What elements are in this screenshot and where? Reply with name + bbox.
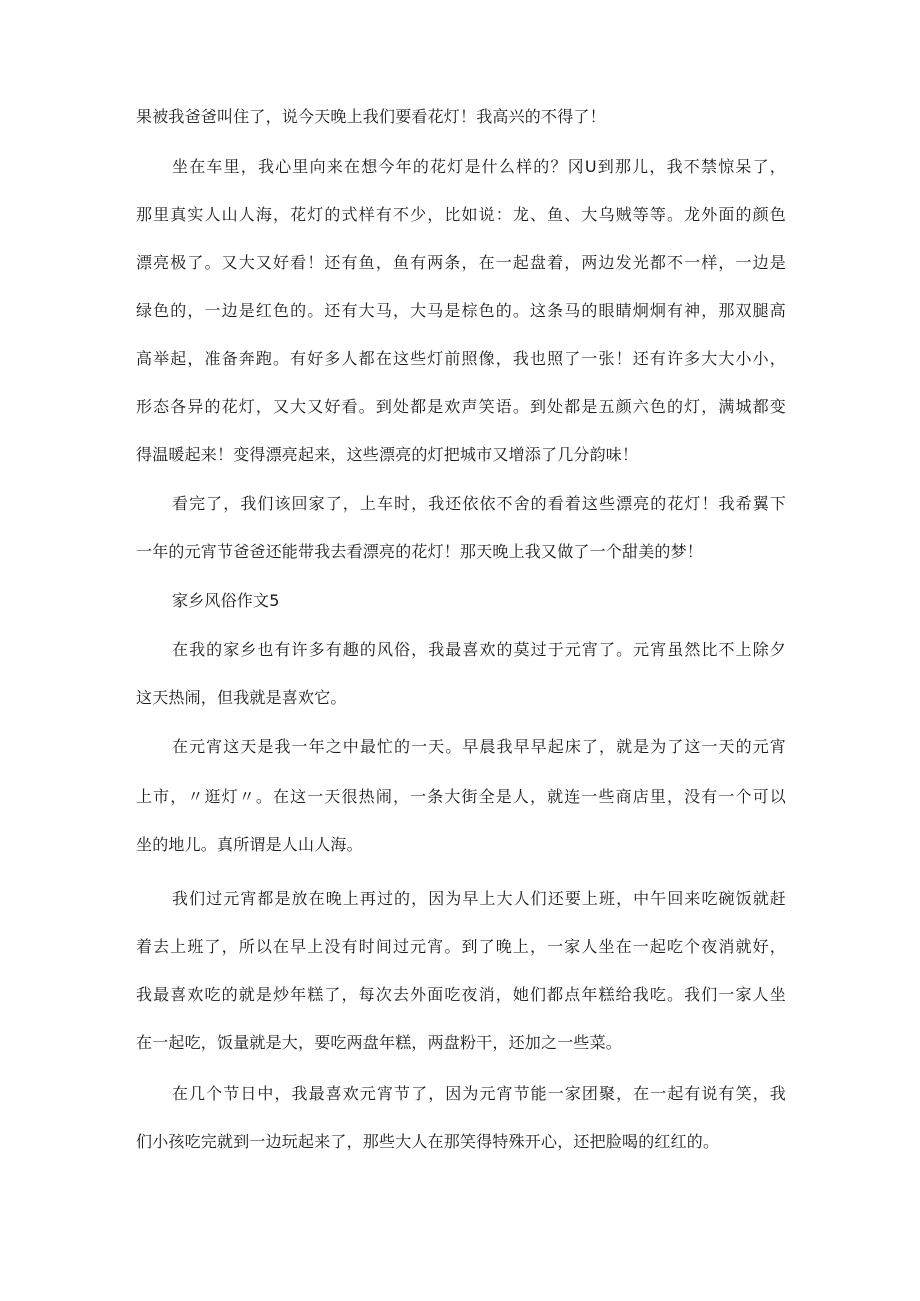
- text-line: 在几个节日中，我最喜欢元宵节了，因为元宵节能一家团聚，在一起有说有笑，我: [172, 1084, 786, 1103]
- text-line: 形态各异的花灯，又大又好看。到处都是欢声笑语。到处都是五颜六色的灯，满城都变: [136, 397, 786, 416]
- text-line: 我们过元宵都是放在晚上再过的，因为早上大人们还要上班，中午回来吃碗饭就赶: [172, 889, 786, 908]
- text-line: 那里真实人山人海，花灯的式样有不少，比如说：龙、鱼、大乌贼等等。龙外面的颜色: [136, 205, 786, 224]
- text-line: 着去上班了，所以在早上没有时间过元宵。到了晚上，一家人坐在一起吃个夜消就好，: [136, 937, 786, 956]
- text-line: 这天热闹，但我就是喜欢它。: [136, 688, 347, 707]
- text-line: 高举起，准备奔跑。有好多人都在这些灯前照像，我也照了一张！还有许多大大小小，: [136, 349, 786, 368]
- section-heading: 家乡风俗作文5: [172, 591, 280, 610]
- text-line: 看完了，我们该回家了，上车时，我还依依不舍的看着这些漂亮的花灯！我希翼下: [172, 494, 786, 513]
- text-line: 坐的地儿。真所谓是人山人海。: [136, 835, 363, 854]
- text-line: 在一起吃，饭量就是大，要吃两盘年糕，两盘粉干，还加之一些菜。: [136, 1033, 623, 1052]
- text-line: 在元宵这天是我一年之中最忙的一天。早晨我早早起床了，就是为了这一天的元宵: [172, 737, 786, 756]
- text-line: 漂亮极了。又大又好看！还有鱼，鱼有两条，在一起盘着，两边发光都不一样，一边是: [136, 253, 786, 272]
- text-line: 们小孩吃完就到一边玩起来了，那些大人在那笑得特殊开心，还把脸喝的红红的。: [136, 1132, 720, 1151]
- text-line: 上市，〃逛灯〃。在这一天很热闹，一条大街全是人，就连一些商店里，没有一个可以: [136, 787, 786, 806]
- text-line: 在我的家乡也有许多有趣的风俗，我最喜欢的莫过于元宵了。元宵虽然比不上除夕: [172, 640, 786, 659]
- text-line: 一年的元宵节爸爸还能带我去看漂亮的花灯！那天晚上我又做了一个甜美的梦！: [136, 542, 704, 561]
- text-line: 得温暖起来！变得漂亮起来，这些漂亮的灯把城市又增添了几分韵味！: [136, 445, 639, 464]
- text-line: 坐在车里，我心里向来在想今年的花灯是什么样的？冈U到那儿，我不禁惊呆了，: [172, 157, 786, 176]
- text-line: 绿色的，一边是红色的。还有大马，大马是棕色的。这条马的眼睛炯炯有神，那双腿高: [136, 301, 786, 320]
- text-line: 果被我爸爸叫住了，说今天晚上我们要看花灯！我高兴的不得了！: [136, 107, 606, 126]
- text-line: 我最喜欢吃的就是炒年糕了，每次去外面吃夜消，她们都点年糕给我吃。我们一家人坐: [136, 985, 786, 1004]
